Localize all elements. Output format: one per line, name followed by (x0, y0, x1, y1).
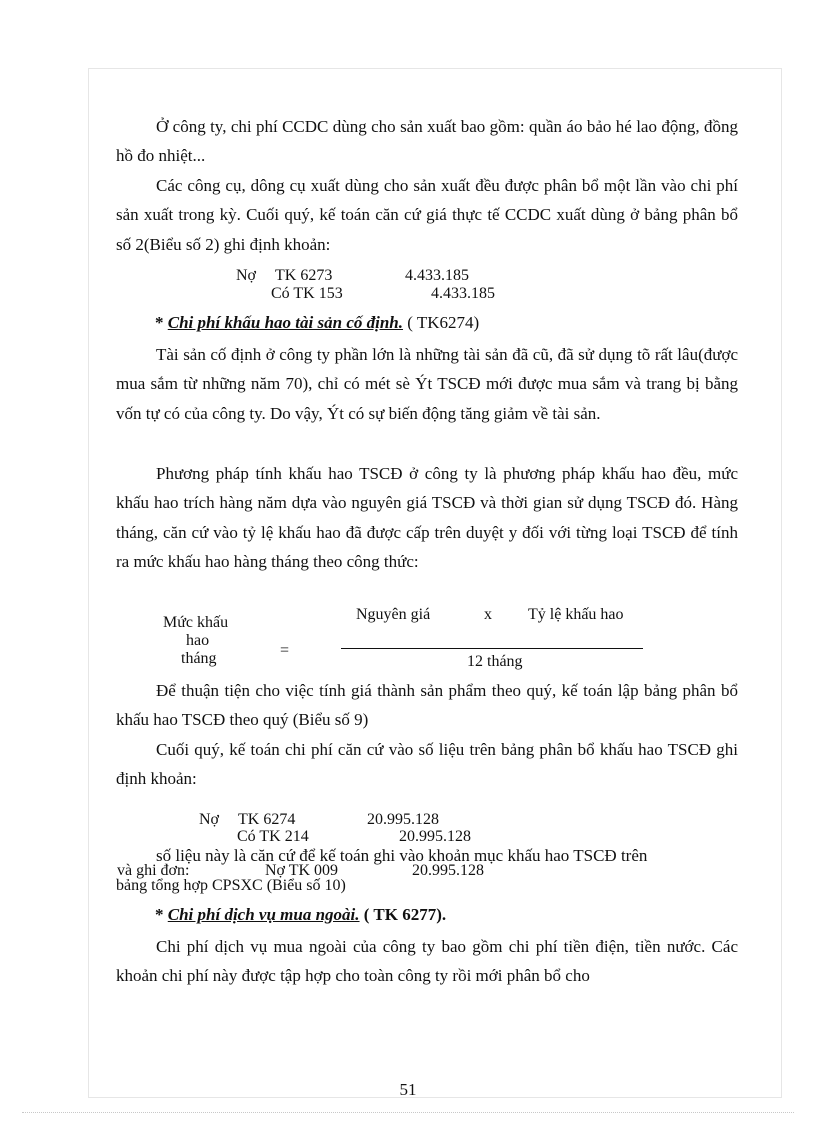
single-entry-account: Nợ TK 009 (265, 862, 339, 879)
debit-account: TK 6274 (238, 811, 296, 828)
heading-title: Chi phí khấu hao tài sản cố định. (167, 313, 404, 332)
paragraph-fixed-assets: Tài sản cố định ở công ty phần lớn là những tài sản đã cũ, đã sử dụng tõ rất lâu(được mua sắm từ những năm 70), chỉ có mét sè Ýt TSCĐ mới được mua sắm và trang bị bằng vốn tự có của công ty. Do vậy, Ýt có sự biến động tăng giảm về tài sản. (116, 345, 738, 423)
heading-title: Chi phí dịch vụ mua ngoài. (167, 905, 360, 924)
formula-denominator: 12 tháng (467, 653, 523, 670)
formula-numerator-right: Tỷ lệ khấu hao (528, 606, 624, 623)
page-number: 51 (399, 1080, 417, 1099)
formula-lhs-line1: Mức khấu (163, 614, 229, 631)
paragraph-depreciation-method: Phương pháp tính khấu hao TSCĐ ở công ty là phương pháp khấu hao đều, mức khấu hao trích hàng năm dựa vào nguyên giá TSCĐ và thời gian sử dụng TSCĐ đó. Hàng tháng, căn cứ vào tỷ lệ khấu hao đã được cấp trên duyệt y đối với từng loại TSCĐ để tính ra mức khấu hao hàng tháng theo công thức: (116, 464, 738, 572)
paragraph-note-line2: bảng tổng hợp CPSXC (Biểu số 10) (116, 877, 346, 894)
credit-amount: 4.433.185 (431, 285, 495, 302)
debit-label: Nợ (236, 267, 257, 284)
paragraph-note-line1: số liệu này là căn cứ để kế toán ghi vào khoản mục khấu hao TSCĐ trên (156, 846, 648, 865)
paragraph-allocation-table: Để thuận tiện cho việc tính giá thành sản phẩm theo quý, kế toán lập bảng phân bổ khấu hao TSCĐ theo quý (Biểu số 9) (116, 681, 738, 730)
credit-account: Có TK 214 (237, 828, 309, 845)
formula-numerator-left: Nguyên giá (356, 606, 431, 623)
formula-equals: = (280, 642, 290, 659)
paragraph-outsourced-services: Chi phí dịch vụ mua ngoài của công ty bao gồm chi phí tiền điện, tiền nước. Các khoản chi phí này được tập hợp cho toàn công ty rồi mới phân bổ cho (116, 937, 738, 986)
paragraph-ccdc-items: Ở công ty, chi phí CCDC dùng cho sản xuất bao gồm: quần áo bảo hé lao động, đồng hồ đo nhiệt... (116, 117, 738, 166)
credit-account: Có TK 153 (271, 285, 343, 302)
footer-rule (22, 1112, 794, 1113)
credit-amount: 20.995.128 (399, 828, 471, 845)
formula-times: x (484, 606, 492, 623)
formula-lhs-line2: hao (186, 632, 210, 649)
heading-star: * (155, 313, 164, 332)
single-entry-amount: 20.995.128 (412, 862, 484, 879)
debit-amount: 4.433.185 (405, 267, 469, 284)
fraction-bar (341, 648, 643, 649)
paragraph-quarter-end: Cuối quý, kế toán chi phí căn cứ vào số liệu trên bảng phân bổ khấu hao TSCĐ ghi định khoản: (116, 740, 738, 789)
section-heading-depreciation (155, 313, 479, 333)
debit-account: TK 6273 (275, 267, 333, 284)
heading-star: * (155, 905, 164, 924)
section-heading-outsourced (155, 905, 446, 925)
debit-label: Nợ (199, 811, 220, 828)
paragraph-tool-allocation: Các công cụ, dông cụ xuất dùng cho sản xuất đều được phân bổ một lần vào chi phí sản xuất trong kỳ. Cuối quý, kế toán căn cứ giá thực tế CCDC xuất dùng ở bảng phân bổ số 2(Biểu số 2) ghi định khoản: (116, 176, 738, 254)
debit-amount: 20.995.128 (367, 811, 439, 828)
single-entry-label: và ghi đơn: (117, 862, 190, 879)
formula-lhs-line3: tháng (181, 650, 217, 667)
heading-code: ( TK6274) (407, 313, 480, 332)
heading-code: ( TK 6277). (363, 905, 447, 924)
